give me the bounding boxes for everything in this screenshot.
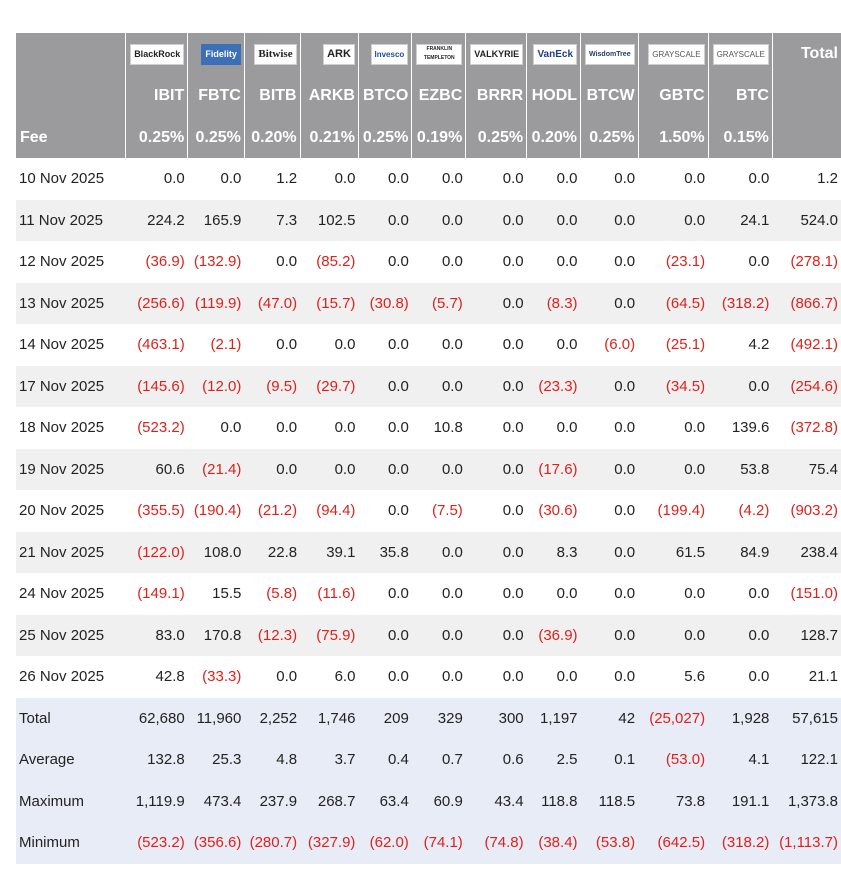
flow-cell: 7.3 — [244, 200, 300, 242]
flow-cell: 0.0 — [244, 407, 300, 449]
summary-cell: (38.4) — [527, 822, 581, 864]
flow-cell: 0.0 — [358, 158, 411, 200]
empty-corner — [16, 33, 126, 75]
flow-cell: 0.0 — [527, 573, 581, 615]
flow-cell: 0.0 — [581, 158, 639, 200]
fee-cell: 0.20% — [244, 117, 300, 158]
flow-cell: 0.0 — [527, 407, 581, 449]
summary-row — [16, 781, 841, 823]
ticker-header: BTCO — [358, 75, 411, 117]
flow-cell: 0.0 — [638, 615, 708, 657]
fee-cell: 0.19% — [412, 117, 466, 158]
vaneck-logo: VanEck — [533, 44, 577, 65]
flow-cell: 0.0 — [708, 656, 772, 698]
summary-cell: 1,746 — [300, 698, 358, 740]
logo-cell — [188, 33, 245, 75]
flow-cell: (64.5) — [638, 283, 708, 325]
logo-cell — [300, 33, 358, 75]
flow-cell: 0.0 — [708, 573, 772, 615]
flow-cell: (256.6) — [126, 283, 188, 325]
fee-cell: 0.21% — [300, 117, 358, 158]
flow-cell: 0.0 — [244, 449, 300, 491]
fidelity-logo: Fidelity — [201, 44, 241, 65]
logo-cell — [412, 33, 466, 75]
fee-label: Fee — [16, 117, 126, 158]
summary-cell: (74.8) — [466, 822, 527, 864]
summary-cell: 43.4 — [466, 781, 527, 823]
fee-total-cell — [772, 117, 841, 158]
flow-cell: 0.0 — [300, 407, 358, 449]
flow-cell: 39.1 — [300, 532, 358, 574]
table-row — [16, 366, 841, 408]
flow-cell: 35.8 — [358, 532, 411, 574]
summary-cell: (74.1) — [412, 822, 466, 864]
date-cell: 19 Nov 2025 — [16, 449, 126, 491]
flow-cell: (119.9) — [188, 283, 245, 325]
flow-cell: (21.4) — [188, 449, 245, 491]
flow-cell: 0.0 — [466, 656, 527, 698]
flow-cell: 0.0 — [466, 407, 527, 449]
date-cell: 10 Nov 2025 — [16, 158, 126, 200]
ticker-row — [16, 75, 841, 117]
flow-cell: 0.0 — [466, 532, 527, 574]
flow-cell: 83.0 — [126, 615, 188, 657]
flow-cell: (145.6) — [126, 366, 188, 408]
summary-cell: 0.6 — [466, 739, 527, 781]
flow-cell: (29.7) — [300, 366, 358, 408]
flow-cell: (23.3) — [527, 366, 581, 408]
total-column-header: Total — [772, 33, 841, 117]
flow-cell: 0.0 — [358, 490, 411, 532]
flow-cell: (9.5) — [244, 366, 300, 408]
flow-cell: 0.0 — [638, 200, 708, 242]
summary-total-cell: (1,113.7) — [772, 822, 841, 864]
flow-cell: 0.0 — [638, 158, 708, 200]
date-cell: 12 Nov 2025 — [16, 241, 126, 283]
flow-cell: (30.6) — [527, 490, 581, 532]
flow-cell: (30.8) — [358, 283, 411, 325]
etf-flows-table — [16, 33, 841, 864]
summary-cell: (53.0) — [638, 739, 708, 781]
flow-cell: 0.0 — [527, 241, 581, 283]
summary-cell: (642.5) — [638, 822, 708, 864]
table-row — [16, 615, 841, 657]
fee-cell: 0.15% — [708, 117, 772, 158]
flow-cell: 0.0 — [300, 449, 358, 491]
flow-cell: 170.8 — [188, 615, 245, 657]
flow-cell: (75.9) — [300, 615, 358, 657]
ticker-header: GBTC — [638, 75, 708, 117]
flow-cell: 8.3 — [527, 532, 581, 574]
flow-cell: (122.0) — [126, 532, 188, 574]
summary-total-cell: 1,373.8 — [772, 781, 841, 823]
row-total-cell: (492.1) — [772, 324, 841, 366]
flow-cell: 0.0 — [581, 615, 639, 657]
date-cell: 18 Nov 2025 — [16, 407, 126, 449]
logo-cell — [358, 33, 411, 75]
flow-cell: 0.0 — [466, 490, 527, 532]
flow-cell: (15.7) — [300, 283, 358, 325]
flow-cell: (355.5) — [126, 490, 188, 532]
flow-cell: 0.0 — [300, 324, 358, 366]
blackrock-logo: BlackRock — [130, 44, 184, 65]
summary-cell: 118.8 — [527, 781, 581, 823]
flow-cell: (34.5) — [638, 366, 708, 408]
row-total-cell: 75.4 — [772, 449, 841, 491]
flow-cell: 60.6 — [126, 449, 188, 491]
flow-cell: 0.0 — [581, 200, 639, 242]
flow-cell: 0.0 — [708, 241, 772, 283]
ticker-header: BITB — [244, 75, 300, 117]
flow-cell: 0.0 — [358, 366, 411, 408]
summary-cell: 1,197 — [527, 698, 581, 740]
ticker-header: BRRR — [466, 75, 527, 117]
flow-cell: 0.0 — [527, 324, 581, 366]
flow-cell: 84.9 — [708, 532, 772, 574]
summary-cell: 2,252 — [244, 698, 300, 740]
flow-cell: 0.0 — [708, 615, 772, 657]
table-row — [16, 407, 841, 449]
table-row — [16, 449, 841, 491]
summary-row — [16, 698, 841, 740]
fee-cell: 0.25% — [126, 117, 188, 158]
flow-cell: (94.4) — [300, 490, 358, 532]
row-total-cell: 1.2 — [772, 158, 841, 200]
flow-cell: (21.2) — [244, 490, 300, 532]
summary-cell: 2.5 — [527, 739, 581, 781]
flow-cell: 0.0 — [527, 200, 581, 242]
summary-cell: 60.9 — [412, 781, 466, 823]
flow-cell: 0.0 — [466, 324, 527, 366]
flow-cell: 0.0 — [581, 241, 639, 283]
flow-cell: 1.2 — [244, 158, 300, 200]
row-total-cell: 128.7 — [772, 615, 841, 657]
table-row — [16, 573, 841, 615]
ticker-header: IBIT — [126, 75, 188, 117]
summary-cell: 473.4 — [188, 781, 245, 823]
flow-cell: 224.2 — [126, 200, 188, 242]
flow-cell: 102.5 — [300, 200, 358, 242]
flow-cell: 0.0 — [466, 366, 527, 408]
flow-cell: (463.1) — [126, 324, 188, 366]
bitwise-logo: Bitwise — [254, 44, 296, 65]
summary-total-cell: 57,615 — [772, 698, 841, 740]
valkyrie-logo: VALKYRIE — [470, 44, 523, 65]
flow-cell: 0.0 — [708, 366, 772, 408]
summary-label: Maximum — [16, 781, 126, 823]
summary-cell: (318.2) — [708, 822, 772, 864]
date-cell: 21 Nov 2025 — [16, 532, 126, 574]
flow-cell: (8.3) — [527, 283, 581, 325]
row-total-cell: (278.1) — [772, 241, 841, 283]
row-total-cell: 238.4 — [772, 532, 841, 574]
table-row — [16, 490, 841, 532]
summary-cell: 300 — [466, 698, 527, 740]
flow-cell: 0.0 — [466, 158, 527, 200]
flow-cell: 165.9 — [188, 200, 245, 242]
summary-cell: 62,680 — [126, 698, 188, 740]
table-header — [16, 33, 841, 158]
summary-total-cell: 122.1 — [772, 739, 841, 781]
logo-cell — [466, 33, 527, 75]
flow-cell: 0.0 — [581, 283, 639, 325]
flow-cell: 0.0 — [412, 200, 466, 242]
fee-cell: 0.25% — [358, 117, 411, 158]
flow-cell: 0.0 — [466, 449, 527, 491]
grayscale-logo: GRAYSCALE — [713, 44, 769, 65]
ticker-header: HODL — [527, 75, 581, 117]
flow-cell: 0.0 — [412, 449, 466, 491]
flow-cell: 5.6 — [638, 656, 708, 698]
summary-cell: (280.7) — [244, 822, 300, 864]
summary-cell: (62.0) — [358, 822, 411, 864]
flow-cell: 0.0 — [358, 324, 411, 366]
summary-cell: 268.7 — [300, 781, 358, 823]
fee-cell: 0.25% — [581, 117, 639, 158]
summary-cell: 0.7 — [412, 739, 466, 781]
flow-cell: 0.0 — [581, 573, 639, 615]
row-total-cell: (903.2) — [772, 490, 841, 532]
flow-cell: 0.0 — [527, 158, 581, 200]
ticker-header: FBTC — [188, 75, 245, 117]
summary-cell: 3.7 — [300, 739, 358, 781]
flow-cell: (6.0) — [581, 324, 639, 366]
flow-cell: 0.0 — [581, 449, 639, 491]
flow-cell: 0.0 — [581, 407, 639, 449]
flow-cell: 0.0 — [358, 200, 411, 242]
table-row — [16, 283, 841, 325]
flow-cell: 0.0 — [466, 241, 527, 283]
table-row — [16, 532, 841, 574]
summary-cell: 118.5 — [581, 781, 639, 823]
flow-cell: (190.4) — [188, 490, 245, 532]
flow-cell: 0.0 — [412, 366, 466, 408]
row-total-cell: (254.6) — [772, 366, 841, 408]
flow-cell: (149.1) — [126, 573, 188, 615]
flow-cell: 0.0 — [126, 158, 188, 200]
flow-cell: 0.0 — [244, 324, 300, 366]
flow-cell: 10.8 — [412, 407, 466, 449]
summary-cell: (53.8) — [581, 822, 639, 864]
date-cell: 20 Nov 2025 — [16, 490, 126, 532]
flow-cell: (5.8) — [244, 573, 300, 615]
flow-cell: 42.8 — [126, 656, 188, 698]
flow-cell: 0.0 — [412, 615, 466, 657]
fee-cell: 1.50% — [638, 117, 708, 158]
summary-cell: 209 — [358, 698, 411, 740]
flow-cell: 0.0 — [412, 324, 466, 366]
flow-cell: 0.0 — [358, 615, 411, 657]
summary-cell: 42 — [581, 698, 639, 740]
summary-cell: 329 — [412, 698, 466, 740]
flow-cell: (85.2) — [300, 241, 358, 283]
summary-cell: 132.8 — [126, 739, 188, 781]
flow-cell: 0.0 — [527, 656, 581, 698]
logo-cell — [126, 33, 188, 75]
logo-cell — [581, 33, 639, 75]
flow-cell: 0.0 — [581, 656, 639, 698]
ticker-header: ARKB — [300, 75, 358, 117]
flow-cell: 0.0 — [581, 490, 639, 532]
row-total-cell: (866.7) — [772, 283, 841, 325]
flow-cell: 0.0 — [466, 200, 527, 242]
flow-cell: 61.5 — [638, 532, 708, 574]
table-row — [16, 324, 841, 366]
summary-cell: 191.1 — [708, 781, 772, 823]
table-row — [16, 241, 841, 283]
table-body — [16, 158, 841, 864]
flow-cell: 0.0 — [638, 407, 708, 449]
ticker-header: BTCW — [581, 75, 639, 117]
logo-cell — [638, 33, 708, 75]
flow-cell: (12.3) — [244, 615, 300, 657]
flow-cell: (47.0) — [244, 283, 300, 325]
flow-cell: 4.2 — [708, 324, 772, 366]
flow-cell: (33.3) — [188, 656, 245, 698]
summary-cell: 237.9 — [244, 781, 300, 823]
date-cell: 24 Nov 2025 — [16, 573, 126, 615]
date-cell: 11 Nov 2025 — [16, 200, 126, 242]
summary-cell: 73.8 — [638, 781, 708, 823]
flow-cell: 0.0 — [358, 407, 411, 449]
summary-cell: 1,119.9 — [126, 781, 188, 823]
summary-cell: 4.1 — [708, 739, 772, 781]
summary-label: Average — [16, 739, 126, 781]
flow-cell: 0.0 — [412, 532, 466, 574]
flow-cell: 15.5 — [188, 573, 245, 615]
flow-cell: 0.0 — [466, 615, 527, 657]
flow-cell: (23.1) — [638, 241, 708, 283]
flow-cell: 0.0 — [358, 449, 411, 491]
flow-cell: (5.7) — [412, 283, 466, 325]
logo-cell — [244, 33, 300, 75]
table-row — [16, 656, 841, 698]
summary-cell: 0.1 — [581, 739, 639, 781]
summary-cell: 0.4 — [358, 739, 411, 781]
flow-cell: 24.1 — [708, 200, 772, 242]
date-cell: 17 Nov 2025 — [16, 366, 126, 408]
table-row — [16, 200, 841, 242]
ark-logo: ARK — [323, 44, 355, 65]
flow-cell: 0.0 — [581, 532, 639, 574]
summary-label: Minimum — [16, 822, 126, 864]
flow-cell: 0.0 — [188, 158, 245, 200]
flow-cell: (132.9) — [188, 241, 245, 283]
flow-cell: 0.0 — [412, 573, 466, 615]
flow-cell: 53.8 — [708, 449, 772, 491]
row-total-cell: 524.0 — [772, 200, 841, 242]
summary-label: Total — [16, 698, 126, 740]
flow-cell: 0.0 — [466, 283, 527, 325]
flow-cell: (523.2) — [126, 407, 188, 449]
flow-cell: (12.0) — [188, 366, 245, 408]
date-cell: 14 Nov 2025 — [16, 324, 126, 366]
summary-cell: 11,960 — [188, 698, 245, 740]
row-total-cell: 21.1 — [772, 656, 841, 698]
flow-cell: (36.9) — [527, 615, 581, 657]
flow-cell: 0.0 — [638, 449, 708, 491]
flow-cell: (4.2) — [708, 490, 772, 532]
flow-cell: (11.6) — [300, 573, 358, 615]
flow-cell: (17.6) — [527, 449, 581, 491]
flow-cell: 0.0 — [358, 573, 411, 615]
invesco-logo: Invesco — [371, 44, 409, 65]
table-row — [16, 158, 841, 200]
empty-corner — [16, 75, 126, 117]
summary-cell: 25.3 — [188, 739, 245, 781]
date-cell: 25 Nov 2025 — [16, 615, 126, 657]
franklin-templeton-logo: FRANKLIN TEMPLETON — [416, 44, 462, 65]
flow-cell: 0.0 — [244, 241, 300, 283]
flow-cell: (36.9) — [126, 241, 188, 283]
flow-cell: 6.0 — [300, 656, 358, 698]
fee-cell: 0.20% — [527, 117, 581, 158]
flow-cell: (7.5) — [412, 490, 466, 532]
flow-cell: 0.0 — [244, 656, 300, 698]
flow-cell: 22.8 — [244, 532, 300, 574]
summary-cell: (523.2) — [126, 822, 188, 864]
row-total-cell: (151.0) — [772, 573, 841, 615]
summary-row — [16, 822, 841, 864]
flow-cell: (318.2) — [708, 283, 772, 325]
logo-cell — [527, 33, 581, 75]
date-cell: 13 Nov 2025 — [16, 283, 126, 325]
flow-cell: 0.0 — [188, 407, 245, 449]
summary-cell: (25,027) — [638, 698, 708, 740]
flow-cell: 0.0 — [358, 241, 411, 283]
flow-cell: 139.6 — [708, 407, 772, 449]
flow-cell: 0.0 — [466, 573, 527, 615]
fee-row — [16, 117, 841, 158]
logo-row — [16, 33, 841, 75]
flow-cell: (2.1) — [188, 324, 245, 366]
ticker-header: EZBC — [412, 75, 466, 117]
wisdomtree-logo: WisdomTree — [585, 44, 635, 65]
summary-cell: 63.4 — [358, 781, 411, 823]
flow-cell: 0.0 — [412, 241, 466, 283]
logo-cell — [708, 33, 772, 75]
ticker-header: BTC — [708, 75, 772, 117]
fee-cell: 0.25% — [466, 117, 527, 158]
grayscale-logo: GRAYSCALE — [648, 44, 704, 65]
flow-cell: 0.0 — [300, 158, 358, 200]
flow-cell: 0.0 — [358, 656, 411, 698]
summary-cell: 1,928 — [708, 698, 772, 740]
summary-cell: (356.6) — [188, 822, 245, 864]
summary-row — [16, 739, 841, 781]
summary-cell: (327.9) — [300, 822, 358, 864]
date-cell: 26 Nov 2025 — [16, 656, 126, 698]
flow-cell: 0.0 — [412, 158, 466, 200]
flow-cell: 108.0 — [188, 532, 245, 574]
flow-cell: (199.4) — [638, 490, 708, 532]
flow-cell: (25.1) — [638, 324, 708, 366]
row-total-cell: (372.8) — [772, 407, 841, 449]
flow-cell: 0.0 — [412, 656, 466, 698]
flow-cell: 0.0 — [581, 366, 639, 408]
summary-cell: 4.8 — [244, 739, 300, 781]
flow-cell: 0.0 — [638, 573, 708, 615]
fee-cell: 0.25% — [188, 117, 245, 158]
flow-cell: 0.0 — [708, 158, 772, 200]
